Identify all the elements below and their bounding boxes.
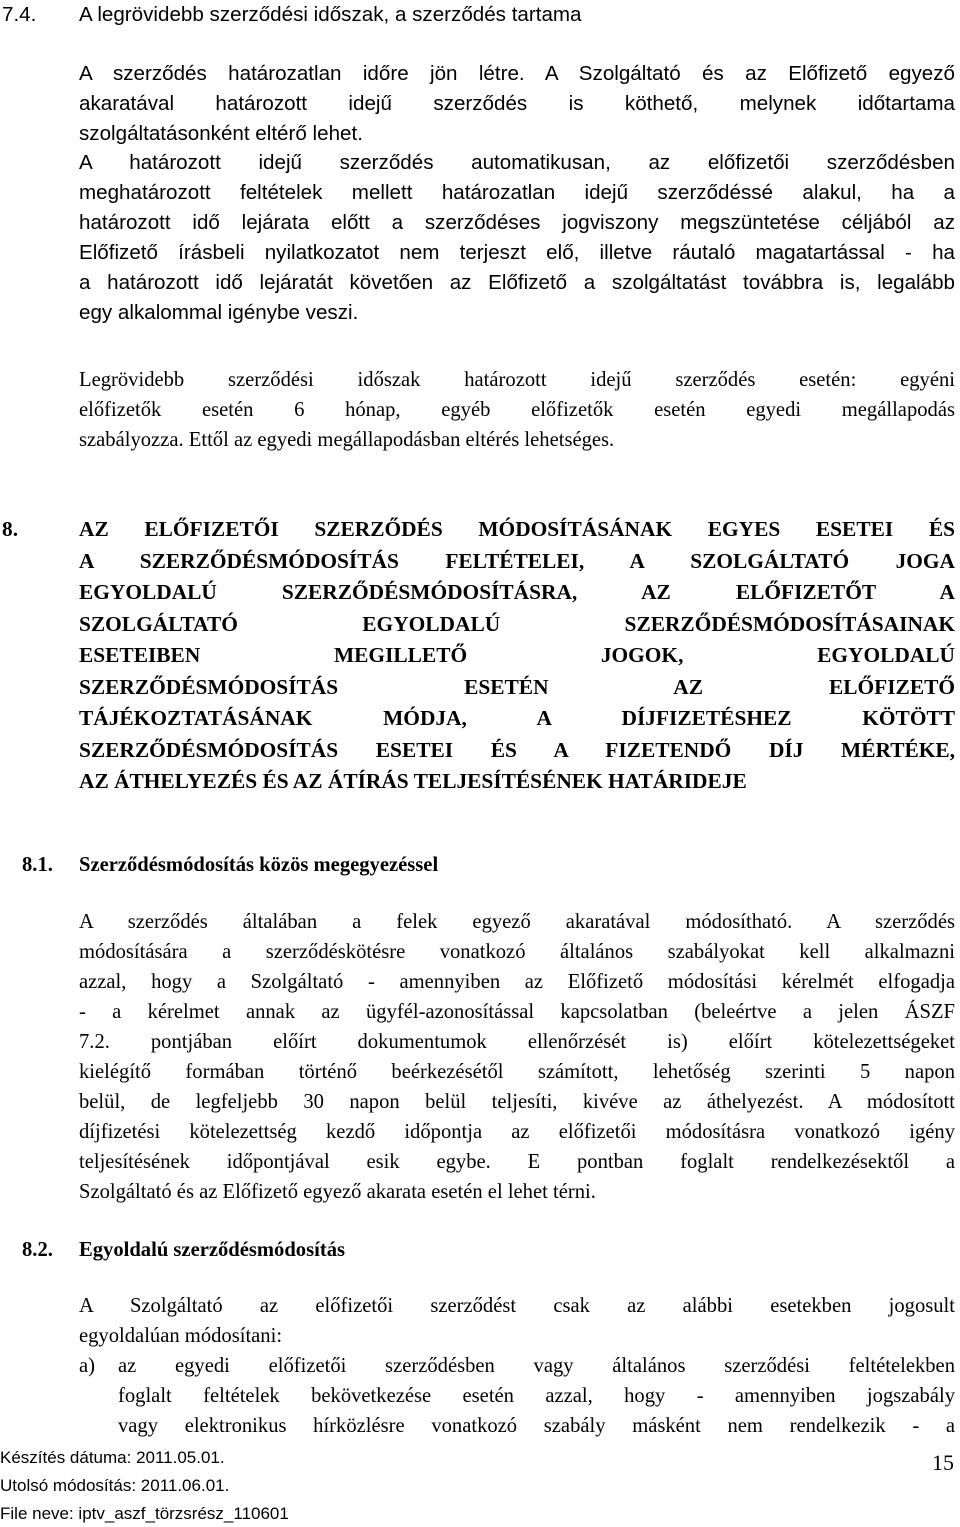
footer-modified-date: Utolsó módosítás: 2011.06.01.: [0, 1476, 230, 1495]
paragraph-line: határozott idő lejárata előtt a szerződéses jogviszony megszüntetése céljából az: [79, 211, 955, 234]
section-8-1-title: Szerződésmódosítás közös megegyezéssel: [79, 854, 439, 876]
footer-filename: File neve: iptv_aszf_törzsrész_110601: [0, 1504, 289, 1523]
paragraph-line: Legrövidebb szerződési időszak határozott idejű szerződés esetén: egyéni: [79, 369, 955, 391]
paragraph-line: foglalt feltételek bekövetkezése esetén azzal, hogy - amennyiben jogszabály: [118, 1385, 955, 1407]
list-item-a-label: a): [79, 1355, 95, 1377]
section-7-4-paragraph-1: [79, 59, 955, 149]
section-8-2-number: 8.2.: [22, 1239, 53, 1261]
paragraph-line: akaratával határozott idejű szerződés is köthető, melynek időtartama: [79, 92, 955, 115]
section-8-2-title: Egyoldalú szerződésmódosítás: [79, 1239, 346, 1261]
paragraph-line: szabályozza. Ettől az egyedi megállapodásban eltérés lehetséges.: [79, 429, 615, 451]
heading-line: TÁJÉKOZTATÁSÁNAK MÓDJA, A DÍJFIZETÉSHEZ KÖTÖTT: [79, 706, 955, 730]
paragraph-line: meghatározott feltételek mellett határozatlan idejű szerződéssé alakul, ha a: [79, 181, 955, 204]
heading-line: EGYOLDALÚ SZERZŐDÉSMÓDOSÍTÁSRA, AZ ELŐFIZETŐT A: [79, 580, 955, 604]
paragraph-line: belül, de legfeljebb 30 napon belül teljesíti, kivéve az áthelyezést. A módosított: [79, 1091, 955, 1113]
section-8-1-number: 8.1.: [22, 854, 53, 876]
section-7-4-title: A legrövidebb szerződési időszak, a szerződés tartama: [79, 3, 582, 26]
section-8-2-paragraph: [79, 1291, 955, 1351]
heading-line: AZ ELŐFIZETŐI SZERZŐDÉS MÓDOSÍTÁSÁNAK EGYES ESETEI ÉS: [79, 517, 955, 541]
paragraph-line: azzal, hogy a Szolgáltató - amennyiben az Előfizető módosítási kérelmét elfogadja: [79, 971, 955, 993]
heading-line: AZ ÁTHELYEZÉS ÉS AZ ÁTÍRÁS TELJESÍTÉSÉNEK HATÁRIDEJE: [79, 769, 747, 793]
paragraph-line: - a kérelmet annak az ügyfél-azonosítással kapcsolatban (beleértve a jelen ÁSZF: [79, 1001, 955, 1023]
heading-line: SZERZŐDÉSMÓDOSÍTÁS ESETÉN AZ ELŐFIZETŐ: [79, 674, 955, 699]
section-7-4-paragraph-2: [79, 148, 955, 328]
section-7-4-paragraph-3: [79, 365, 955, 455]
paragraph-line: előfizetők esetén 6 hónap, egyéb előfizetők esetén egyedi megállapodás: [79, 399, 955, 421]
paragraph-line: a határozott idő lejáratát követően az Előfizető a szolgáltatást továbbra is, legalább: [79, 271, 955, 294]
paragraph-line: teljesítésének időpontjával esik egybe. E pontban foglalt rendelkezésektől a: [79, 1151, 955, 1173]
section-7-4-number: 7.4.: [2, 3, 37, 26]
paragraph-line: A Szolgáltató az előfizetői szerződést csak az alábbi esetekben jogosult: [79, 1295, 955, 1317]
paragraph-line: A szerződés általában a felek egyező akaratával módosítható. A szerződés: [79, 911, 955, 933]
paragraph-line: A szerződés határozatlan időre jön létre. A Szolgáltató és az Előfizető egyező: [79, 62, 955, 85]
heading-line: SZOLGÁLTATÓ EGYOLDALÚ SZERZŐDÉSMÓDOSÍTÁSAINAK: [79, 611, 955, 636]
section-8-1-paragraph: [79, 907, 955, 1207]
paragraph-line: módosítására a szerződéskötésre vonatkozó általános szabályokat kell alkalmazni: [79, 941, 955, 963]
paragraph-line: díjfizetési kötelezettség kezdő időpontja az előfizetői módosításra vonatkozó igény: [79, 1121, 955, 1143]
heading-line: A SZERZŐDÉSMÓDOSÍTÁS FELTÉTELEI, A SZOLGÁLTATÓ JOGA: [79, 548, 955, 573]
paragraph-line: az egyedi előfizetői szerződésben vagy általános szerződési feltételekben: [118, 1355, 955, 1377]
paragraph-line: Szolgáltató és az Előfizető egyező akarata esetén el lehet térni.: [79, 1181, 596, 1203]
paragraph-line: szolgáltatásonként eltérő lehet.: [79, 122, 363, 145]
paragraph-line: Előfizető írásbeli nyilatkozatot nem terjeszt elő, illetve ráutaló magatartással - ha: [79, 241, 955, 264]
paragraph-line: egy alkalommal igénybe veszi.: [79, 301, 359, 324]
paragraph-line: egyoldalúan módosítani:: [79, 1325, 283, 1347]
paragraph-line: kielégítő formában történő beérkezésétől számított, lehetőség szerinti 5 napon: [79, 1061, 955, 1083]
heading-line: SZERZŐDÉSMÓDOSÍTÁS ESETEI ÉS A FIZETENDŐ DÍJ MÉRTÉKE,: [79, 737, 955, 762]
section-8-number: 8.: [2, 517, 19, 541]
footer-created-date: Készítés dátuma: 2011.05.01.: [0, 1448, 225, 1467]
paragraph-line: A határozott idejű szerződés automatikusan, az előfizetői szerződésben: [79, 151, 955, 174]
section-8-title: [79, 514, 955, 798]
paragraph-line: vagy elektronikus hírközlésre vonatkozó szabály másként nem rendelkezik - a: [118, 1415, 955, 1437]
page-number: 15: [932, 1450, 954, 1475]
list-item-a: [118, 1351, 955, 1441]
paragraph-line: 7.2. pontjában előírt dokumentumok ellenőrzését is) előírt kötelezettségeket: [79, 1031, 955, 1053]
heading-line: ESETEIBEN MEGILLETŐ JOGOK, EGYOLDALÚ: [79, 643, 955, 667]
